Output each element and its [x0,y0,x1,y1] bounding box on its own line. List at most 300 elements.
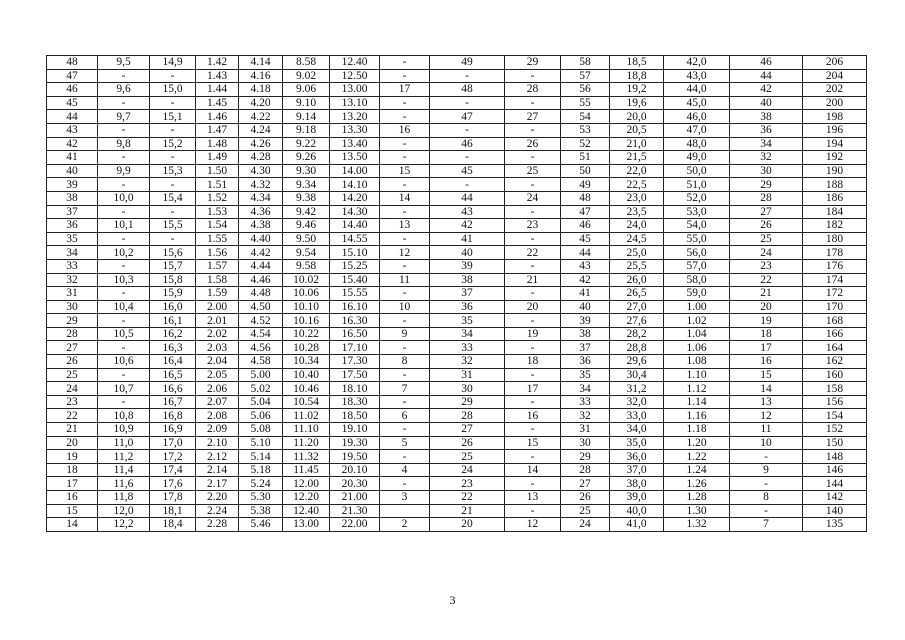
table-cell: 4.26 [239,137,283,151]
table-cell: 182 [803,219,867,233]
table-cell: 46 [730,56,803,70]
table-cell: - [150,151,196,165]
table-cell: 36,0 [610,450,664,464]
table-cell: 7 [380,382,430,396]
table-row [47,518,867,532]
table-cell: 26 [47,355,98,369]
table-cell: 28,8 [610,341,664,355]
table-cell: 32,0 [610,395,664,409]
table-cell: 1.50 [196,164,239,178]
table-cell: 166 [803,327,867,341]
table-cell: 1.26 [664,477,730,491]
table-cell: 2.01 [196,314,239,328]
table-row [47,382,867,396]
table-cell: 10,3 [98,273,150,287]
table-cell: 30 [730,164,803,178]
table-cell: 1.32 [664,518,730,532]
table-cell: 18.30 [330,395,380,409]
table-cell: 184 [803,205,867,219]
table-cell: 10,9 [98,423,150,437]
table-cell: 58,0 [664,273,730,287]
table-cell: 11.10 [283,423,330,437]
table-cell: 7 [730,518,803,532]
table-cell: 4.36 [239,205,283,219]
table-cell: 36 [730,123,803,137]
table-row [47,137,867,151]
table-cell: 50 [561,164,610,178]
table-cell: 1.14 [664,395,730,409]
table-cell: 28,2 [610,327,664,341]
table-cell: 13.10 [330,96,380,110]
table-cell: 140 [803,504,867,518]
table-cell: - [98,259,150,273]
table-cell: 4.46 [239,273,283,287]
table-cell: 55 [561,96,610,110]
table-cell: 11 [380,273,430,287]
table-cell: 4.50 [239,300,283,314]
table-cell: - [380,341,430,355]
table-cell: - [150,232,196,246]
table-cell: 11,2 [98,450,150,464]
table-cell: - [98,395,150,409]
table-cell: 5.38 [239,504,283,518]
table-cell: 32 [47,273,98,287]
table-cell: 25 [730,232,803,246]
table-cell: 42,0 [664,56,730,70]
table-row [47,83,867,97]
table-cell: 4.16 [239,69,283,83]
table-row [47,110,867,124]
table-cell: 204 [803,69,867,83]
table-cell: 4.32 [239,178,283,192]
table-cell: 12 [380,246,430,260]
table-cell: 42 [47,137,98,151]
table-cell: 24 [730,246,803,260]
table-cell: 17.50 [330,368,380,382]
table-row [47,164,867,178]
table-cell: 4.22 [239,110,283,124]
table-cell: 13.00 [283,518,330,532]
table-cell: 154 [803,409,867,423]
table-cell: - [150,69,196,83]
table-cell: 39 [430,259,505,273]
table-cell: 58 [561,56,610,70]
table-cell: 28 [561,463,610,477]
table-cell: 18.50 [330,409,380,423]
table-cell: 14.20 [330,191,380,205]
table-cell: 15,8 [150,273,196,287]
table-cell: 21.00 [330,491,380,505]
table-cell: 2.17 [196,477,239,491]
table-cell: 8 [380,355,430,369]
table-cell: 1.49 [196,151,239,165]
table-cell: 40 [47,164,98,178]
table-cell: 17,6 [150,477,196,491]
table-cell: 11,0 [98,436,150,450]
table-cell: 39 [47,178,98,192]
table-cell: 25 [505,164,561,178]
table-cell: 2.20 [196,491,239,505]
table-row [47,191,867,205]
table-cell: - [505,395,561,409]
table-cell: 12 [730,409,803,423]
table-cell: 26,5 [610,287,664,301]
table-cell: - [430,69,505,83]
table-cell: - [150,123,196,137]
table-cell: 15,0 [150,83,196,97]
table-cell: 19,6 [610,96,664,110]
table-cell: 180 [803,232,867,246]
table-cell: 37,0 [610,463,664,477]
table-cell: 37 [47,205,98,219]
table-cell: - [430,151,505,165]
table-cell: 47 [561,205,610,219]
table-row [47,287,867,301]
table-cell: 9.50 [283,232,330,246]
table-cell: 28 [430,409,505,423]
table-cell: 31 [47,287,98,301]
table-cell: 5.02 [239,382,283,396]
table-cell: 44 [47,110,98,124]
table-cell: 22,5 [610,178,664,192]
table-cell: 10,1 [98,219,150,233]
table-cell: 9.26 [283,151,330,165]
table-cell: 198 [803,110,867,124]
table-cell: 4.52 [239,314,283,328]
table-cell: 29 [47,314,98,328]
table-cell: 10.46 [283,382,330,396]
table-cell: 18 [47,463,98,477]
table-cell: 13.50 [330,151,380,165]
table-cell: 21 [505,273,561,287]
table-cell: 170 [803,300,867,314]
table-cell: 20,0 [610,110,664,124]
table-cell: 40,0 [610,504,664,518]
table-row [47,300,867,314]
table-cell: 16,1 [150,314,196,328]
table-cell: 135 [803,518,867,532]
table-cell: 9,6 [98,83,150,97]
table-cell: 5.30 [239,491,283,505]
table-cell: 56 [561,83,610,97]
table-cell: 20,5 [610,123,664,137]
table-cell: 34 [730,137,803,151]
table-cell: 17 [730,341,803,355]
table-cell: - [505,287,561,301]
table-cell: 35 [47,232,98,246]
table-row [47,69,867,83]
table-cell: 52 [561,137,610,151]
table-cell: 11 [730,423,803,437]
table-cell: 5.14 [239,450,283,464]
table-cell: 15,2 [150,137,196,151]
table-cell: 43 [47,123,98,137]
table-cell: 10,6 [98,355,150,369]
table-cell: 29 [505,56,561,70]
table-cell: 26 [561,491,610,505]
table-cell: 14,9 [150,56,196,70]
table-cell: 35 [430,314,505,328]
table-cell: 9.02 [283,69,330,83]
table-cell: 9.10 [283,96,330,110]
table-cell: 24,5 [610,232,664,246]
table-cell: 11,6 [98,477,150,491]
table-cell: 13 [380,219,430,233]
table-cell: 21,5 [610,151,664,165]
table-cell: - [380,56,430,70]
table-cell: 206 [803,56,867,70]
table-cell: 5.18 [239,463,283,477]
table-cell: 152 [803,423,867,437]
table-cell: 40 [730,96,803,110]
table-cell: 14 [47,518,98,532]
table-cell: 13.20 [330,110,380,124]
table-cell: 24 [561,518,610,532]
table-cell: 16,2 [150,327,196,341]
table-row [47,96,867,110]
table-cell: 45 [47,96,98,110]
table-cell: 33 [430,341,505,355]
table-cell: 34 [561,382,610,396]
table-cell: 20 [730,300,803,314]
table-cell: 9,8 [98,137,150,151]
table-cell: 15 [380,164,430,178]
table-cell: - [505,96,561,110]
table-row [47,463,867,477]
table-cell: 142 [803,491,867,505]
table-cell: 57 [561,69,610,83]
table-cell: - [98,69,150,83]
table-cell: 30 [430,382,505,396]
table-cell: 1.48 [196,137,239,151]
table-cell: 162 [803,355,867,369]
table-cell: 54,0 [664,219,730,233]
table-cell: 40 [561,300,610,314]
table-cell: 21 [430,504,505,518]
table-cell: 48 [47,56,98,70]
table-cell: 25,0 [610,246,664,260]
table-cell: 4.24 [239,123,283,137]
table-cell: 19.10 [330,423,380,437]
table-cell: 27,0 [610,300,664,314]
table-cell: - [505,178,561,192]
table-cell: 146 [803,463,867,477]
table-cell: 10.28 [283,341,330,355]
table-cell: 11,8 [98,491,150,505]
table-cell: 4.34 [239,191,283,205]
table-cell: 33 [47,259,98,273]
table-cell: - [150,96,196,110]
table-cell: 13.00 [330,83,380,97]
table-cell: - [150,178,196,192]
table-cell: 10.22 [283,327,330,341]
table-cell: 2.12 [196,450,239,464]
table-row [47,56,867,70]
table-cell: 18 [505,355,561,369]
table-cell: 35 [561,368,610,382]
table-cell: 15.40 [330,273,380,287]
table-cell: 47 [47,69,98,83]
table-cell: 9,7 [98,110,150,124]
table-cell: 1.02 [664,314,730,328]
table-cell: 1.59 [196,287,239,301]
table-cell: 10.54 [283,395,330,409]
table-cell: - [730,504,803,518]
table-cell: 4.48 [239,287,283,301]
table-cell: 25 [561,504,610,518]
table-cell: 22,0 [610,164,664,178]
table-cell: 148 [803,450,867,464]
table-cell: 150 [803,436,867,450]
table-cell: 16 [730,355,803,369]
table-cell: 45,0 [664,96,730,110]
table-row [47,273,867,287]
table-cell: 48,0 [664,137,730,151]
table-cell: 168 [803,314,867,328]
table-cell: 11.32 [283,450,330,464]
table-cell: 16 [47,491,98,505]
table-cell: 53,0 [664,205,730,219]
table-cell: 12.50 [330,69,380,83]
table-cell: - [98,287,150,301]
table-cell: 2 [380,518,430,532]
table-cell: 2.28 [196,518,239,532]
table-cell: 44 [730,69,803,83]
table-cell: 35,0 [610,436,664,450]
table-row [47,151,867,165]
table-cell: 15 [730,368,803,382]
table-cell: 18 [730,327,803,341]
table-cell: 2.05 [196,368,239,382]
table-cell: 9.30 [283,164,330,178]
table-cell: 4.44 [239,259,283,273]
table-cell: 57,0 [664,259,730,273]
table-cell: 15,6 [150,246,196,260]
table-cell: 38 [47,191,98,205]
table-cell: 16,8 [150,409,196,423]
table-cell: 4.30 [239,164,283,178]
table-cell: 4.14 [239,56,283,70]
table-cell: 5.08 [239,423,283,437]
table-cell: 25 [430,450,505,464]
table-cell: - [380,450,430,464]
table-cell: 31 [561,423,610,437]
table-cell: 10.10 [283,300,330,314]
table-cell: - [505,341,561,355]
table-cell: - [98,123,150,137]
table-cell: 26 [730,219,803,233]
table-cell: - [730,477,803,491]
table-cell: 2.04 [196,355,239,369]
table-cell: - [730,450,803,464]
table-cell: 12 [505,518,561,532]
table-cell: 51 [561,151,610,165]
table-cell: 18,4 [150,518,196,532]
table-cell: 45 [561,232,610,246]
table-cell: - [380,178,430,192]
table-row [47,409,867,423]
table-cell: 23,0 [610,191,664,205]
table-cell: 1.30 [664,504,730,518]
score-table [46,55,867,532]
table-cell: 1.52 [196,191,239,205]
table-cell: 12.40 [330,56,380,70]
table-cell: 4.18 [239,83,283,97]
table-cell: 5.04 [239,395,283,409]
table-cell: - [505,151,561,165]
table-cell: 4.58 [239,355,283,369]
table-cell: 15,9 [150,287,196,301]
table-cell: 200 [803,96,867,110]
table-cell: 54 [561,110,610,124]
table-cell: 10,0 [98,191,150,205]
table-cell: 13.30 [330,123,380,137]
table-cell: 23 [47,395,98,409]
table-cell: 1.10 [664,368,730,382]
table-cell: 1.24 [664,463,730,477]
table-cell: 186 [803,191,867,205]
table-row [47,450,867,464]
table-cell: 32 [561,409,610,423]
table-cell: 1.51 [196,178,239,192]
table-cell: 15.25 [330,259,380,273]
table-cell: 16,0 [150,300,196,314]
table-row [47,355,867,369]
table-cell: 45 [430,164,505,178]
table-cell: 160 [803,368,867,382]
table-cell: 2.06 [196,382,239,396]
table-cell: 1.46 [196,110,239,124]
table-cell: 47 [430,110,505,124]
table-cell: 14 [380,191,430,205]
table-cell: 49,0 [664,151,730,165]
table-cell: 17 [505,382,561,396]
table-cell: 29 [561,450,610,464]
table-cell: 12.00 [283,477,330,491]
score-table-body [47,56,867,532]
table-cell: 9 [380,327,430,341]
table-cell: 4 [380,463,430,477]
table-cell: 5.24 [239,477,283,491]
table-cell: 21 [730,287,803,301]
table-cell: 1.44 [196,83,239,97]
table-cell: 5.10 [239,436,283,450]
table-cell: 19 [47,450,98,464]
table-cell: 1.06 [664,341,730,355]
table-cell: 29 [430,395,505,409]
table-cell: 15 [47,504,98,518]
table-cell: - [380,368,430,382]
table-cell: - [98,178,150,192]
table-cell: 49 [430,56,505,70]
table-cell: 9.46 [283,219,330,233]
table-cell: 2.24 [196,504,239,518]
table-cell: 27 [561,477,610,491]
table-cell: 10,5 [98,327,150,341]
table-cell: 9.22 [283,137,330,151]
table-cell: 10,2 [98,246,150,260]
table-cell: - [380,205,430,219]
table-cell: - [380,287,430,301]
table-cell: 1.45 [196,96,239,110]
table-cell: - [430,123,505,137]
table-cell: 28 [505,83,561,97]
table-cell: 9,5 [98,56,150,70]
table-cell: 1.18 [664,423,730,437]
table-cell: 49 [561,178,610,192]
table-row [47,205,867,219]
table-cell: 4.56 [239,341,283,355]
